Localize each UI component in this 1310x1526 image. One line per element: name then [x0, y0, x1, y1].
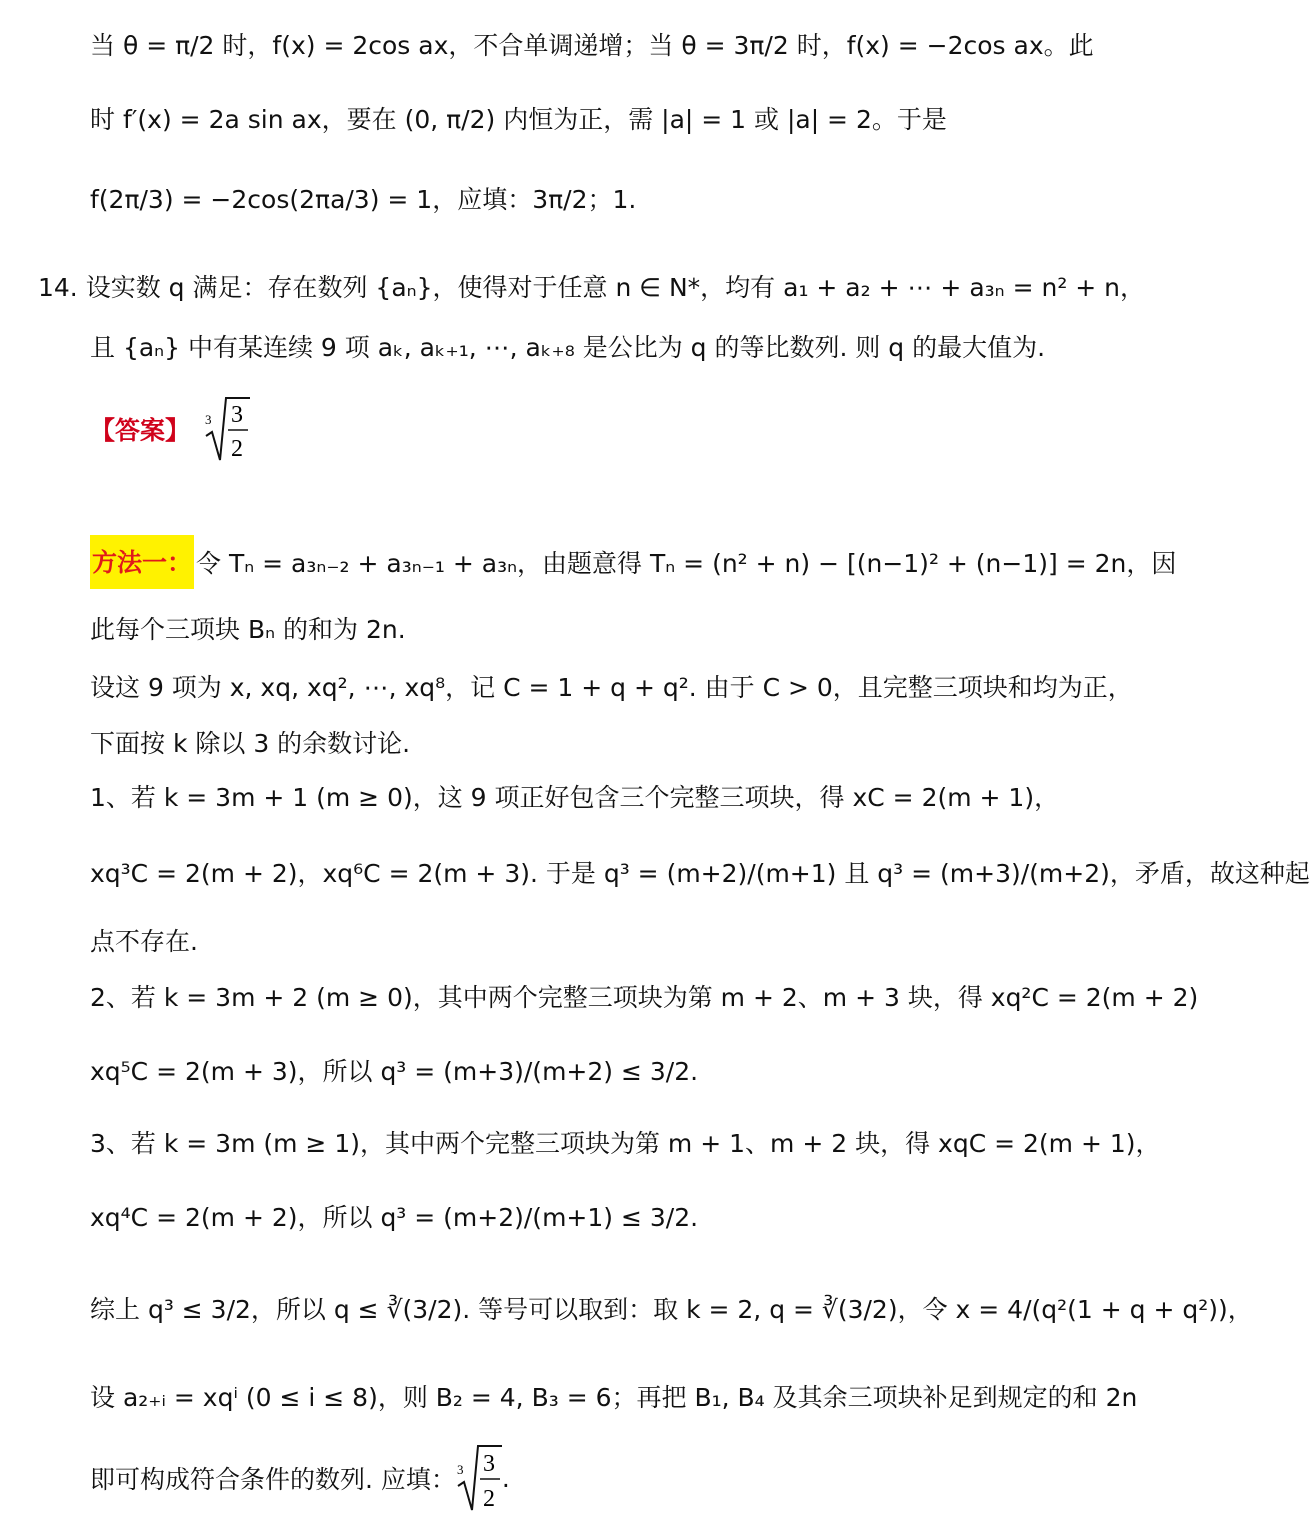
question-14-line-1	[38, 256, 1146, 316]
question-14-text-2: 且 {aₙ} 中有某连续 9 项 aₖ, aₖ₊₁, ⋯, aₖ₊₈ 是公比为 q 的等比数列. 则 q 的最大值为.	[90, 333, 1046, 362]
case-1-text-3: 点不存在.	[90, 927, 198, 956]
answer-numerator: 3	[231, 402, 244, 428]
case-1-text-2: xq³C = 2(m + 2)，xq⁶C = 2(m + 3). 于是 q³ = (m+2)/(m+1) 且 q³ = (m+3)/(m+2)，矛盾，故这种起	[90, 859, 1310, 888]
case-2-text-1: 2、若 k = 3m + 2 (m ≥ 0)，其中两个完整三项块为第 m + 2、m + 3 块，得 xq²C = 2(m + 2)	[90, 983, 1199, 1012]
method-1-text-2: 此每个三项块 Bₙ 的和为 2n.	[90, 615, 406, 644]
answer-denominator: 2	[231, 436, 244, 462]
case-1-line-3	[90, 910, 1040, 970]
method-1-line-1	[90, 532, 1177, 592]
case-3-text-1: 3、若 k = 3m (m ≥ 1)，其中两个完整三项块为第 m + 1、m + 2 块，得 xqC = 2(m + 1)，	[90, 1129, 1161, 1158]
solution-line-3	[90, 168, 1040, 228]
method-1-label: 方法一：	[90, 535, 194, 589]
solution-line-1	[90, 14, 1094, 74]
method-1-text-1: 令 Tₙ = a₃ₙ₋₂ + a₃ₙ₋₁ + a₃ₙ，由题意得 Tₙ = (n² + n) − [(n−1)² + (n−1)] = 2n，因	[196, 549, 1177, 578]
solution-line-2	[90, 88, 1040, 148]
summary-line-2	[90, 1366, 1138, 1426]
final-numerator: 3	[482, 1451, 495, 1477]
solution-line-3-text: f(2π/3) = −2cos(2πa/3) = 1，应填：3π/2；1.	[90, 185, 637, 214]
solution-line-1-text: 当 θ = π/2 时，f(x) = 2cos ax，不合单调递增；当 θ = 3π/2 时，f(x) = −2cos ax。此	[90, 31, 1094, 60]
answer-cube-root	[204, 394, 250, 464]
summary-text-3: 即可构成符合条件的数列. 应填：	[90, 1465, 456, 1494]
answer-root-index: 3	[205, 412, 212, 427]
case-3-line-1	[90, 1112, 1161, 1172]
final-root-index: 3	[456, 1462, 464, 1477]
final-denominator: 2	[482, 1486, 495, 1512]
case-2-line-1	[90, 966, 1199, 1026]
solution-line-2-text: 时 f′(x) = 2a sin ax，要在 (0, π/2) 内恒为正，需 |a| = 1 或 |a| = 2。于是	[90, 105, 947, 134]
case-3-line-2	[90, 1186, 1040, 1246]
summary-text-2: 设 a₂₊ᵢ = xqⁱ (0 ≤ i ≤ 8)，则 B₂ = 4, B₃ = 6；再把 B₁, B₄ 及其余三项块补足到规定的和 2n	[90, 1383, 1138, 1412]
summary-line-3	[90, 1440, 1040, 1516]
question-14-text-1: 14. 设实数 q 满足：存在数列 {aₙ}，使得对于任意 n ∈ N*，均有 a₁ + a₂ + ⋯ + a₃ₙ = n² + n，	[38, 273, 1146, 302]
method-1-line-2	[90, 598, 1040, 658]
answer-line	[90, 392, 1040, 466]
summary-text-1: 综上 q³ ≤ 3/2，所以 q ≤ ∛(3/2). 等号可以取到：取 k = 2, q = ∛(3/2)，令 x = 4/(q²(1 + q + q²))，	[90, 1295, 1253, 1324]
answer-label: 【答案】	[90, 416, 191, 445]
method-1-text-4: 下面按 k 除以 3 的余数讨论.	[90, 729, 411, 758]
final-period: .	[501, 1463, 510, 1493]
case-2-text-2: xq⁵C = 2(m + 3)，所以 q³ = (m+3)/(m+2) ≤ 3/2.	[90, 1057, 699, 1086]
case-1-line-2	[90, 842, 1310, 902]
method-1-line-3	[90, 656, 1133, 716]
final-answer-cube-root	[456, 1442, 502, 1514]
case-3-text-2: xq⁴C = 2(m + 2)，所以 q³ = (m+2)/(m+1) ≤ 3/2.	[90, 1203, 699, 1232]
case-2-line-2	[90, 1040, 1040, 1100]
method-1-text-3: 设这 9 项为 x, xq, xq², ⋯, xq⁸，记 C = 1 + q + q². 由于 C > 0，且完整三项块和均为正，	[90, 673, 1133, 702]
radical-sign-icon	[204, 394, 250, 464]
summary-line-1	[90, 1278, 1253, 1338]
case-1-line-1	[90, 766, 1060, 826]
question-14-line-2	[90, 316, 1046, 376]
radical-sign-icon	[456, 1442, 502, 1514]
case-1-text-1: 1、若 k = 3m + 1 (m ≥ 0)，这 9 项正好包含三个完整三项块，得 xC = 2(m + 1)，	[90, 783, 1060, 812]
method-1-line-4	[90, 712, 1040, 772]
